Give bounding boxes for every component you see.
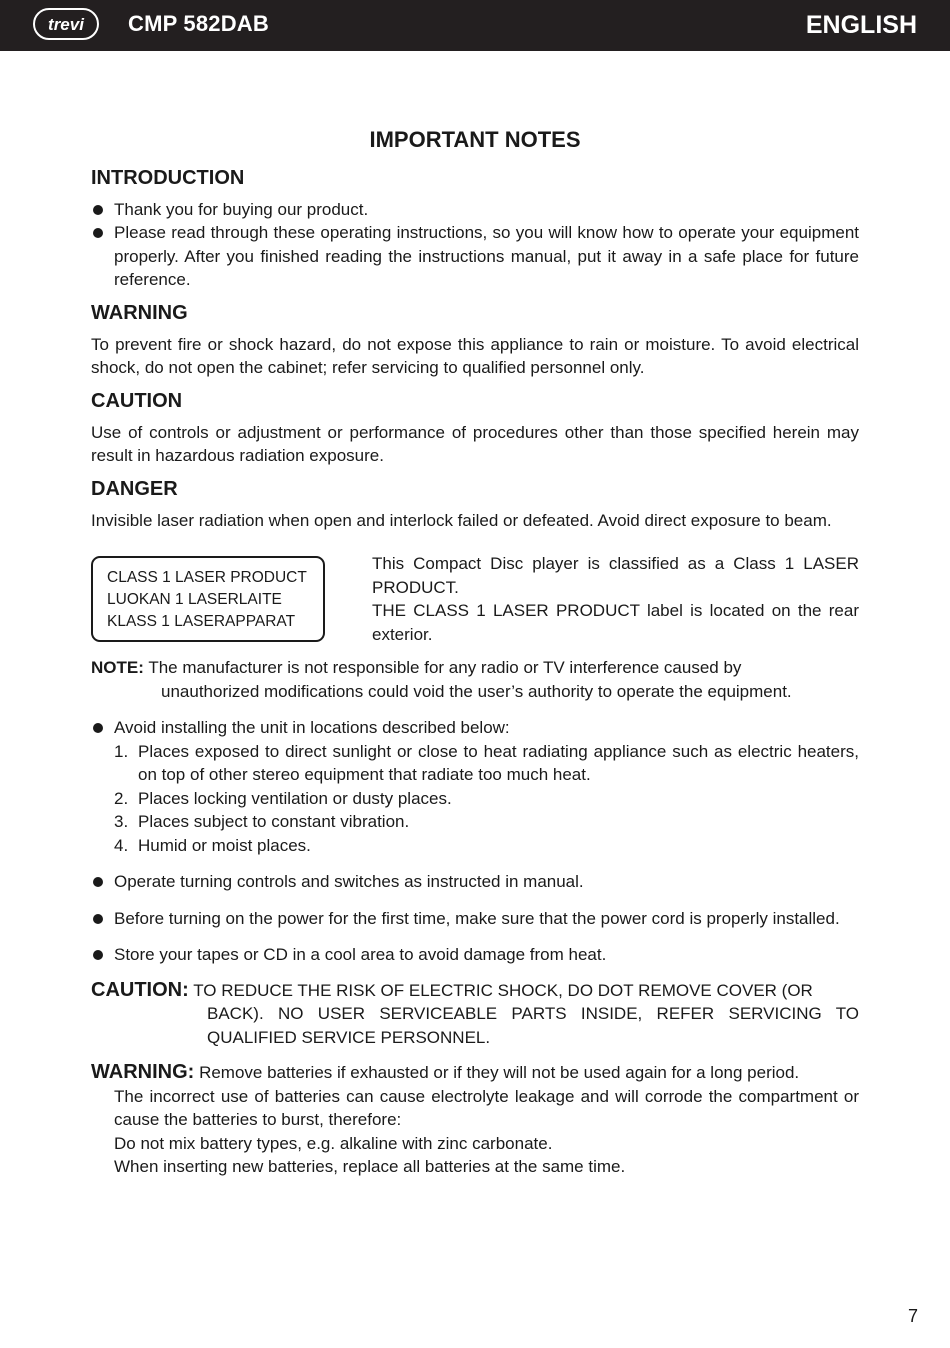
caution-label: CAUTION: [91,978,189,1001]
laser-label-line: CLASS 1 LASER PRODUCT [107,569,307,586]
list-item: Before turning on the power for the first time, make sure that the power cord is properly installed. [91,907,859,931]
laser-description: This Compact Disc player is classified as a Class 1 LASER PRODUCT. THE CLASS 1 LASER PRODUCT label is located on the rear exterior. [372,554,859,644]
laser-label-line: KLASS 1 LASERAPPARAT [107,613,296,630]
warning-label: WARNING: [91,1061,195,1083]
note-paragraph: NOTE: The manufacturer is not responsible for any radio or TV interference caused by unauthorized modifications could void the user’s authority to operate the equipment. [91,658,792,701]
page-number: 7 [907,1306,918,1326]
danger-text: Invisible laser radiation when open and interlock failed or defeated. Avoid direct exposure to beam. [91,510,832,530]
introduction-heading: INTRODUCTION [91,166,245,189]
battery-warning-paragraph: WARNING: Remove batteries if exhausted or if they will not be used again for a long period. The incorrect use of batteries can cause electrolyte leakage and will corrode the compartment or cause the batteries to burst, therefore: Do not mix battery types, e.g. alkaline with zinc carbonate. When inserting new batteries, replace all batteries at the same time. [91,1061,859,1176]
numbered-item: 3. Places subject to constant vibration. [114,812,410,831]
page-title: IMPORTANT NOTES [369,127,581,152]
warning-heading: WARNING [91,301,188,324]
bullet-icon [93,205,103,215]
laser-label-line: LUOKAN 1 LASERLAITE [107,591,282,608]
list-item: Store your tapes or CD in a cool area to avoid damage from heat. [91,943,859,967]
trevi-logo-icon [38,12,94,36]
language-label: ENGLISH [805,11,917,39]
caution-heading: CAUTION [91,389,183,412]
numbered-item: 2. Places locking ventilation or dusty places. [114,788,452,808]
caution-shock-paragraph: CAUTION: TO REDUCE THE RISK OF ELECTRIC SHOCK, DO DOT REMOVE COVER (OR BACK). NO USER SERVICEABLE PARTS INSIDE, REFER SERVICING TO QUALIFIED SERVICE PERSONNEL. [91,978,859,1047]
bullet-icon [93,950,103,960]
introduction-section [91,165,859,292]
header-bar [0,0,950,51]
caution-section [91,388,859,468]
warning-text: To prevent fire or shock hazard, do not expose this appliance to rain or moisture. To avoid electrical shock, do not open the cabinet; refer servicing to qualified personnel only. [91,334,859,377]
danger-section [91,476,859,533]
trevi-logo [33,8,99,40]
danger-heading: DANGER [91,477,178,500]
warning-section [91,300,859,380]
caution-text: Use of controls or adjustment or performance of procedures other than those specified herein may result in hazardous radiation exposure. [91,422,859,465]
list-item: Please read through these operating instructions, so you will know how to operate your equipment properly. After you finished reading the instructions manual, put it away in a safe place for future reference. [91,221,859,292]
laser-label-box [91,556,325,642]
svg-text:trevi: trevi [48,15,84,34]
note-label: NOTE: [91,658,144,677]
numbered-item: 4. Humid or moist places. [114,835,311,855]
numbered-item: 1. Places exposed to direct sunlight or close to heat radiating appliance such as electric heaters, on top of other stereo equipment that radiate too much heat. [114,741,859,784]
model-name: CMP 582DAB [128,11,269,36]
list-item: Thank you for buying our product. [91,198,859,222]
bullet-icon [93,228,103,238]
avoid-section [91,716,859,857]
list-item: Operate turning controls and switches as instructed in manual. [91,870,859,894]
bullet-icon [93,723,103,733]
avoid-list [91,740,859,858]
laser-info [91,552,859,648]
page-content [91,128,859,1179]
bullet-icon [93,877,103,887]
list-item: Avoid installing the unit in locations described below: [91,716,859,740]
bullet-icon [93,914,103,924]
